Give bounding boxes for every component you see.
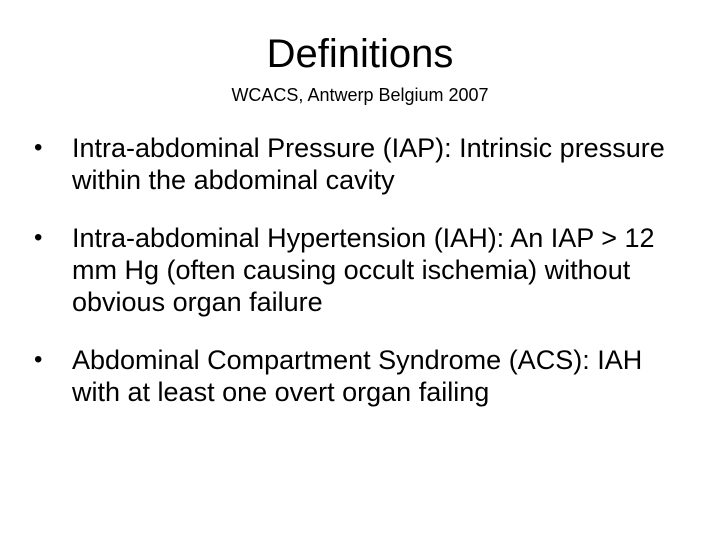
bullet-text: Intra-abdominal Hypertension (IAH): An IAP > 12 mm Hg (often causing occult ischemia) without obvious organ failure bbox=[72, 223, 655, 317]
slide-title: Definitions bbox=[266, 32, 454, 76]
bullet-item-acs bbox=[30, 344, 690, 408]
bullet-icon: • bbox=[34, 134, 43, 161]
bullet-item-iap bbox=[30, 132, 690, 196]
bullet-text: Abdominal Compartment Syndrome (ACS): IAH with at least one overt organ failing bbox=[72, 345, 643, 407]
bullet-text: Intra-abdominal Pressure (IAP): Intrinsic pressure within the abdominal cavity bbox=[72, 133, 665, 195]
bullet-list bbox=[30, 132, 690, 434]
bullet-item-iah bbox=[30, 222, 690, 318]
slide-subtitle: WCACS, Antwerp Belgium 2007 bbox=[231, 85, 489, 105]
bullet-icon: • bbox=[34, 346, 43, 373]
bullet-icon: • bbox=[34, 224, 43, 251]
